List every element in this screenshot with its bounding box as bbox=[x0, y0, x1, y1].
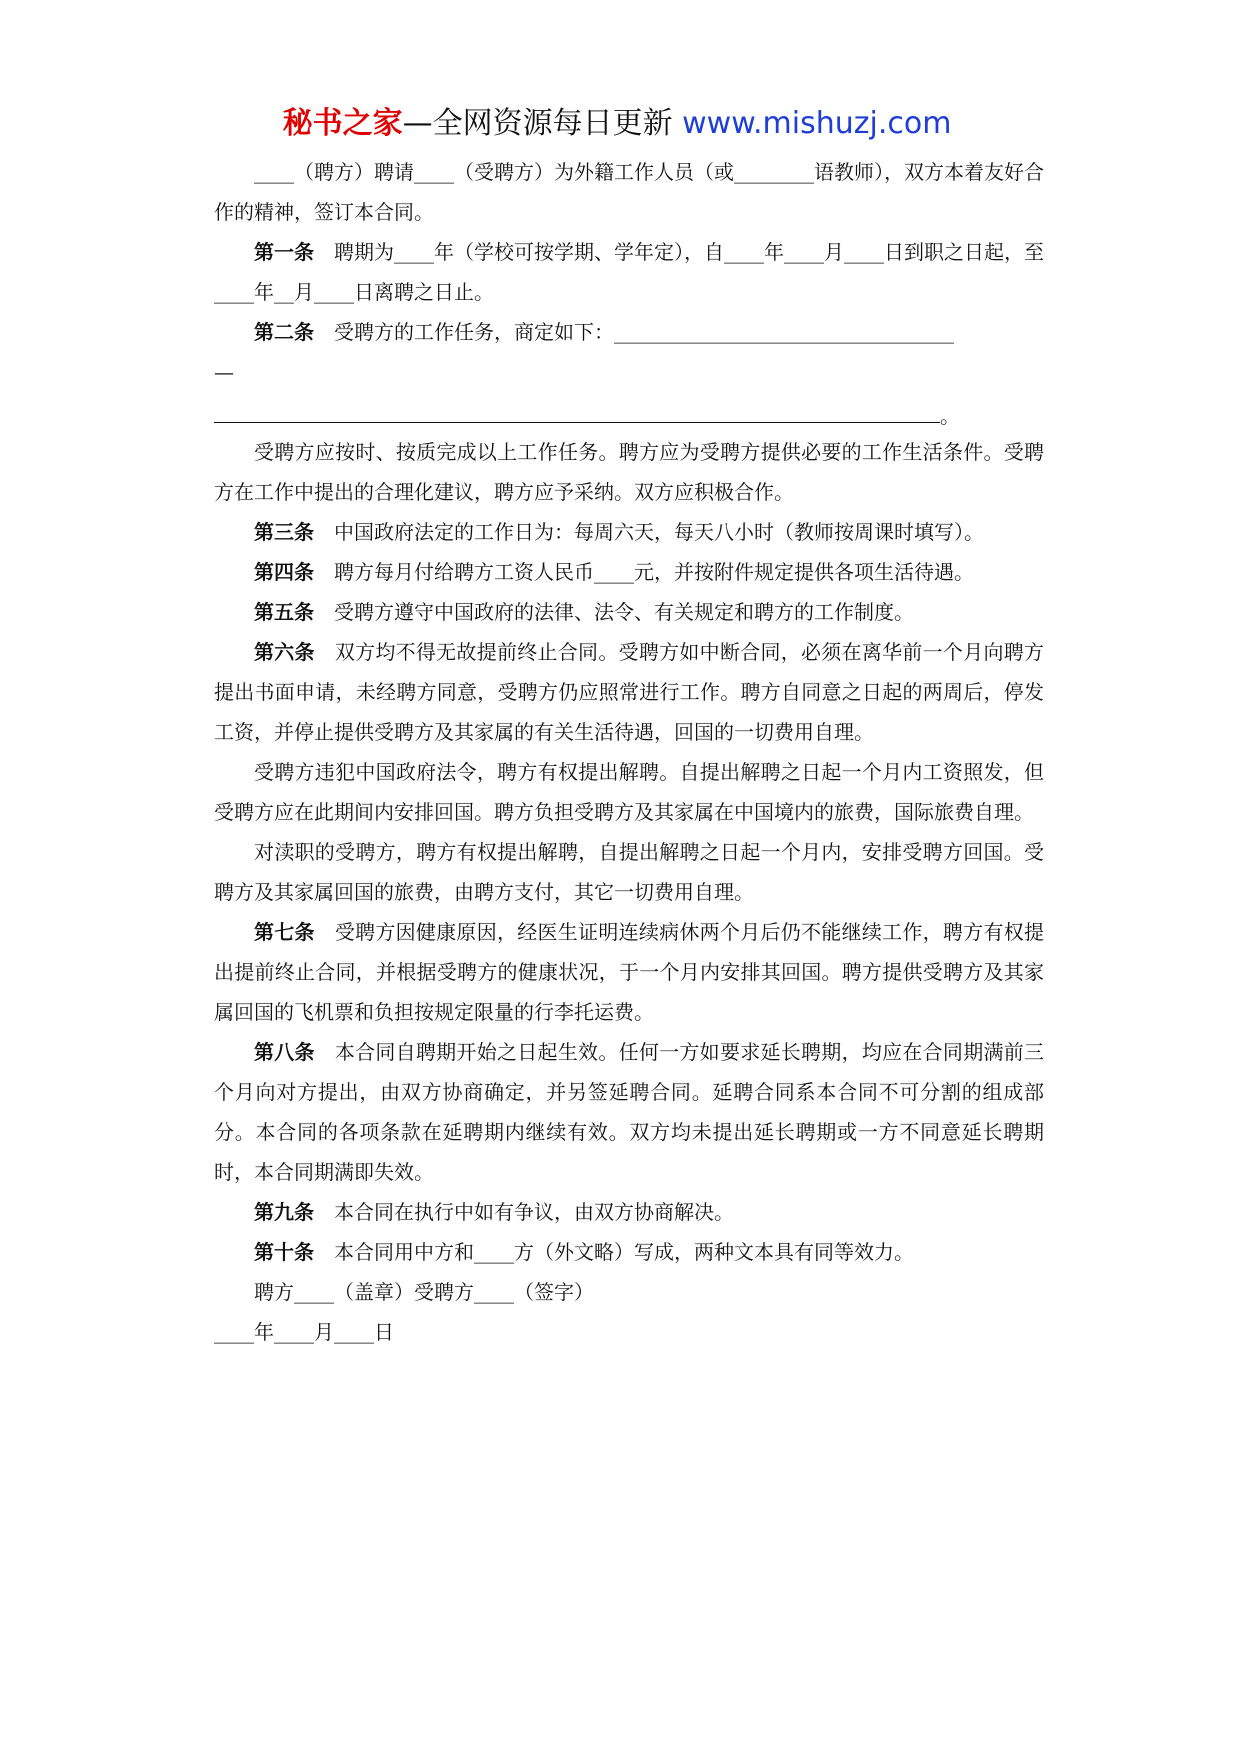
article-8-text: 本合同自聘期开始之日起生效。任何一方如要求延长聘期，均应在合同期满前三个月向对方提出，由双方协商确定，并另签延聘合同。延聘合同系本合同不可分割的组成部分。本合同的各项条款在延聘期内继续有效。双方均未提出延长聘期或一方不同意延长聘期时，本合同期满即失效。 bbox=[214, 1040, 1045, 1184]
paragraph-after-article-2: 受聘方应按时、按质完成以上工作任务。聘方应为受聘方提供必要的工作生活条件。受聘方在工作中提出的合理化建议，聘方应予采纳。双方应积极合作。 bbox=[214, 440, 1044, 504]
signature-line: 聘方____（盖章）受聘方____（签字） bbox=[254, 1280, 594, 1304]
article-5-label: 第五条 bbox=[254, 600, 314, 624]
blank-rule bbox=[214, 392, 940, 423]
article-2-end: 。 bbox=[940, 404, 960, 428]
article-2-continuation bbox=[214, 352, 1044, 392]
article-5 bbox=[214, 592, 1044, 632]
article-2-blank-line bbox=[214, 392, 1044, 432]
article-2 bbox=[214, 312, 1044, 352]
article-5-text: 受聘方遵守中国政府的法律、法令、有关规定和聘方的工作制度。 bbox=[334, 600, 914, 624]
article-7-label: 第七条 bbox=[254, 920, 315, 944]
site-slogan: —全网资源每日更新 bbox=[402, 106, 683, 141]
site-brand: 秘书之家 bbox=[282, 106, 403, 141]
article-1-text: 聘期为____年（学校可按学期、学年定），自____年____月____日到职之日起，至____年__月____日离聘之日止。 bbox=[214, 240, 1044, 304]
article-6-paragraph-3: 对渎职的受聘方，聘方有权提出解聘，自提出解聘之日起一个月内，安排受聘方回国。受聘方及其家属回国的旅费，由聘方支付，其它一切费用自理。 bbox=[214, 840, 1044, 904]
article-2-label: 第二条 bbox=[254, 320, 314, 344]
article-10 bbox=[214, 1232, 1044, 1272]
article-4-text: 聘方每月付给聘方工资人民币____元，并按附件规定提供各项生活待遇。 bbox=[334, 560, 974, 584]
article-6-label: 第六条 bbox=[254, 640, 315, 664]
article-1-label: 第一条 bbox=[254, 240, 314, 264]
site-header bbox=[0, 102, 1234, 146]
article-10-text: 本合同用中方和____方（外文略）写成，两种文本具有同等效力。 bbox=[334, 1240, 914, 1264]
article-10-label: 第十条 bbox=[254, 1240, 314, 1264]
site-url[interactable]: www.mishuzj.com bbox=[682, 106, 952, 141]
contract-intro: ____（聘方）聘请____（受聘方）为外籍工作人员（或________语教师），双方本着友好合作的精神，签订本合同。 bbox=[214, 160, 1044, 224]
contract-body bbox=[214, 152, 1044, 1352]
article-3-text: 中国政府法定的工作日为：每周六天，每天八小时（教师按周课时填写）。 bbox=[334, 520, 984, 544]
article-9 bbox=[214, 1192, 1044, 1232]
article-8-label: 第八条 bbox=[254, 1040, 315, 1064]
article-6 bbox=[214, 632, 1044, 752]
article-6-text: 双方均不得无故提前终止合同。受聘方如中断合同，必须在离华前一个月向聘方提出书面申请，未经聘方同意，受聘方仍应照常进行工作。聘方自同意之日起的两周后，停发工资，并停止提供受聘方及其家属的有关生活待遇，回国的一切费用自理。 bbox=[214, 640, 1045, 744]
article-7-text: 受聘方因健康原因，经医生证明连续病休两个月后仍不能继续工作，聘方有权提出提前终止合同，并根据受聘方的健康状况，于一个月内安排其回国。聘方提供受聘方及其家属回国的飞机票和负担按规定限量的行李托运费。 bbox=[214, 920, 1045, 1024]
article-3-label: 第三条 bbox=[254, 520, 314, 544]
article-1 bbox=[214, 232, 1044, 312]
article-6-paragraph-2: 受聘方违犯中国政府法令，聘方有权提出解聘。自提出解聘之日起一个月内工资照发，但受聘方应在此期间内安排回国。聘方负担受聘方及其家属在中国境内的旅费，国际旅费自理。 bbox=[214, 760, 1044, 824]
article-2-text: 受聘方的工作任务，商定如下：__________________________________ bbox=[334, 320, 954, 344]
article-4 bbox=[214, 552, 1044, 592]
article-9-text: 本合同在执行中如有争议，由双方协商解决。 bbox=[334, 1200, 734, 1224]
article-8 bbox=[214, 1032, 1044, 1192]
article-2-dash: — bbox=[214, 360, 234, 384]
article-4-label: 第四条 bbox=[254, 560, 314, 584]
article-3 bbox=[214, 512, 1044, 552]
article-9-label: 第九条 bbox=[254, 1200, 314, 1224]
date-line: ____年____月____日 bbox=[214, 1320, 394, 1344]
article-7 bbox=[214, 912, 1044, 1032]
